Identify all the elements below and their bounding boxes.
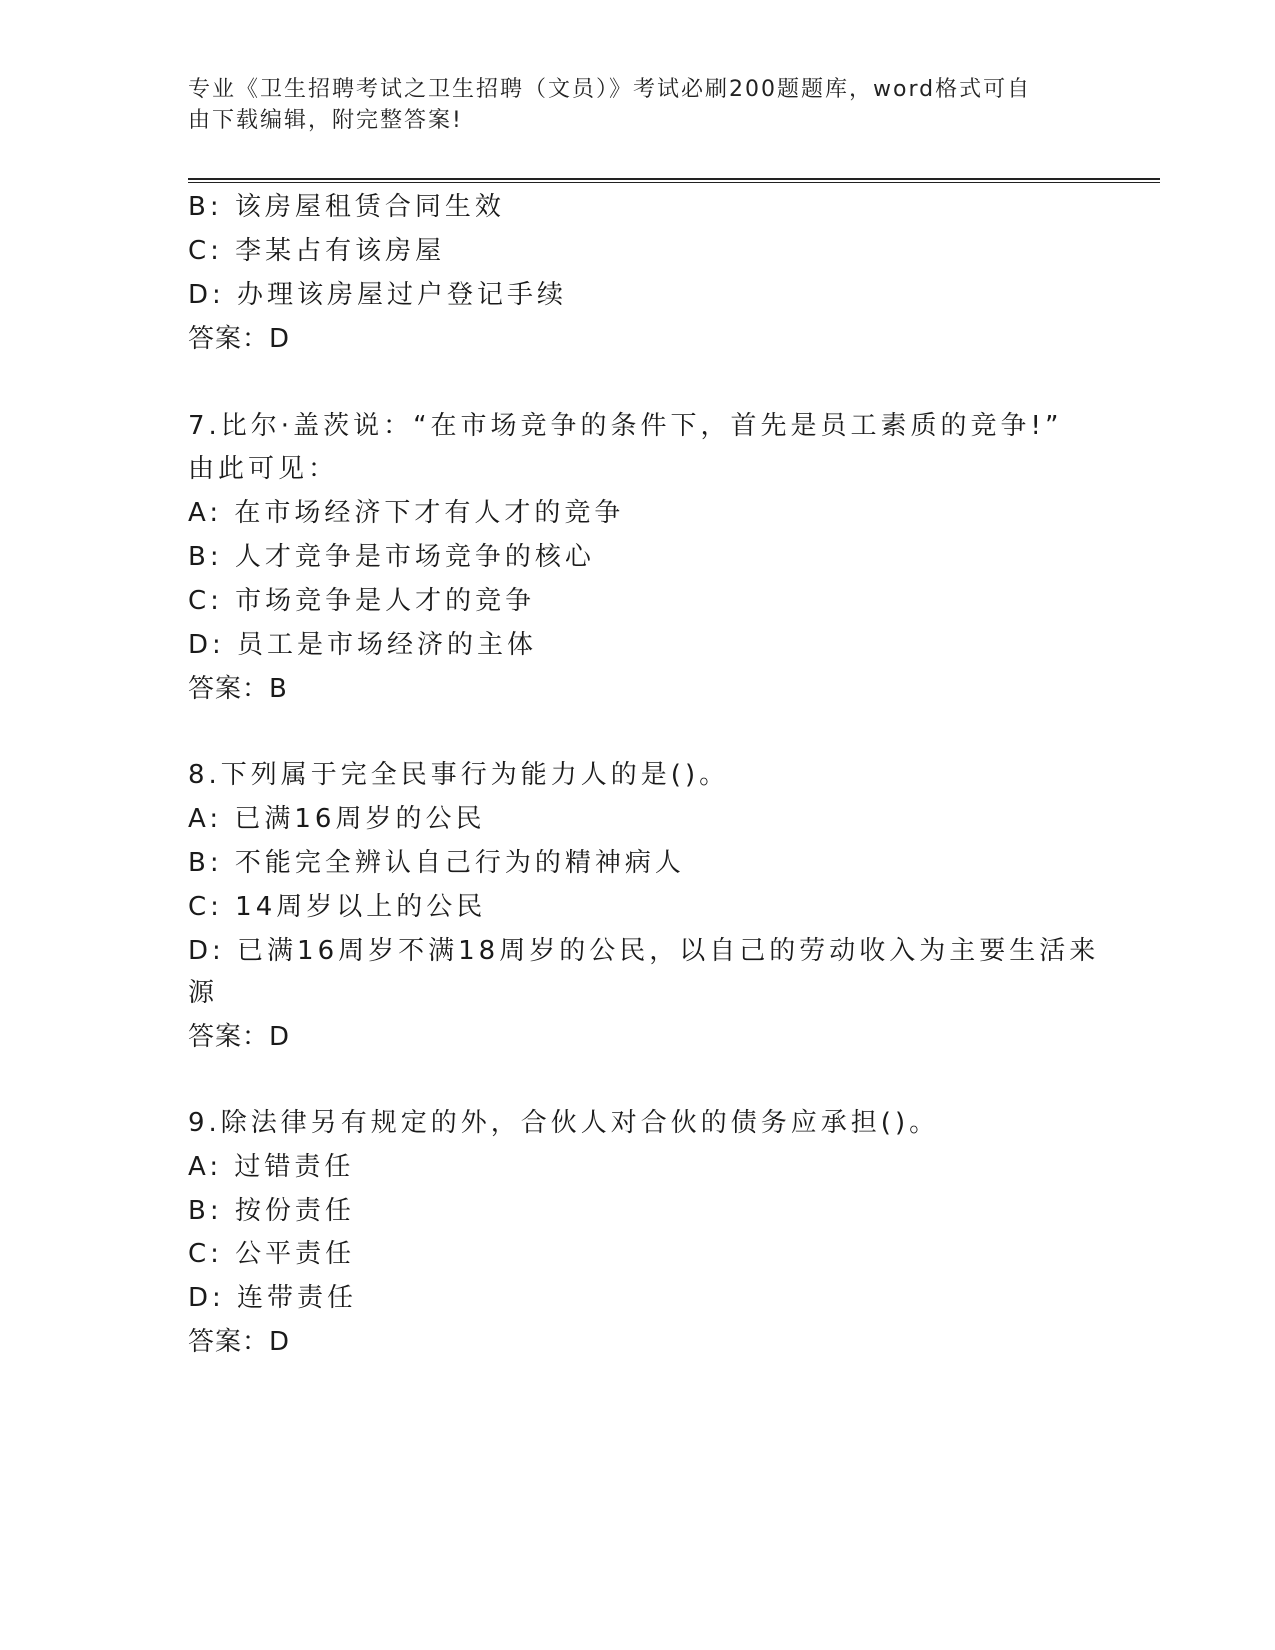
q8-option-d-line-1: D: 已满16周岁不满18周岁的公民，以自己的劳动收入为主要生活来	[188, 936, 1100, 966]
header-line-1: 专业《卫生招聘考试之卫生招聘（文员）》考试必刷200题题库，word格式可自	[188, 77, 1032, 102]
q9-answer: 答案：D	[188, 1327, 291, 1357]
q8-question: 8.下列属于完全民事行为能力人的是()。	[188, 760, 730, 790]
q6-option-d: D: 办理该房屋过户登记手续	[188, 280, 568, 310]
q7-option-a: A: 在市场经济下才有人才的竞争	[188, 498, 625, 528]
q7-option-d: D: 员工是市场经济的主体	[188, 630, 538, 660]
q9-option-a: A: 过错责任	[188, 1152, 355, 1182]
header-line-2: 由下载编辑，附完整答案!	[188, 108, 463, 133]
q7-answer: 答案：B	[188, 674, 288, 704]
q9-option-d: D: 连带责任	[188, 1283, 358, 1313]
q7-question-line-2: 由此可见：	[188, 454, 339, 484]
q8-option-d-line-2: 源	[188, 978, 219, 1008]
q7-option-b: B: 人才竞争是市场竞争的核心	[188, 542, 595, 572]
header-rule-thin	[188, 182, 1160, 183]
document-header	[188, 74, 1088, 136]
q9-question: 9.除法律另有规定的外，合伙人对合伙的债务应承担()。	[188, 1108, 940, 1138]
q6-option-c: C: 李某占有该房屋	[188, 236, 446, 266]
q8-option-b: B: 不能完全辨认自己行为的精神病人	[188, 848, 685, 878]
q8-option-a: A: 已满16周岁的公民	[188, 804, 486, 834]
q7-option-c: C: 市场竞争是人才的竞争	[188, 586, 536, 616]
q9-option-b: B: 按份责任	[188, 1196, 355, 1226]
q7-question-line-1: 7.比尔·盖茨说：“在市场竞争的条件下，首先是员工素质的竞争!”	[188, 411, 1063, 441]
q6-option-b: B: 该房屋租赁合同生效	[188, 192, 505, 222]
header-rule-thick	[188, 178, 1160, 180]
q6-answer: 答案：D	[188, 324, 291, 354]
q8-answer: 答案：D	[188, 1022, 291, 1052]
q9-option-c: C: 公平责任	[188, 1239, 356, 1269]
q8-option-c: C: 14周岁以上的公民	[188, 892, 487, 922]
